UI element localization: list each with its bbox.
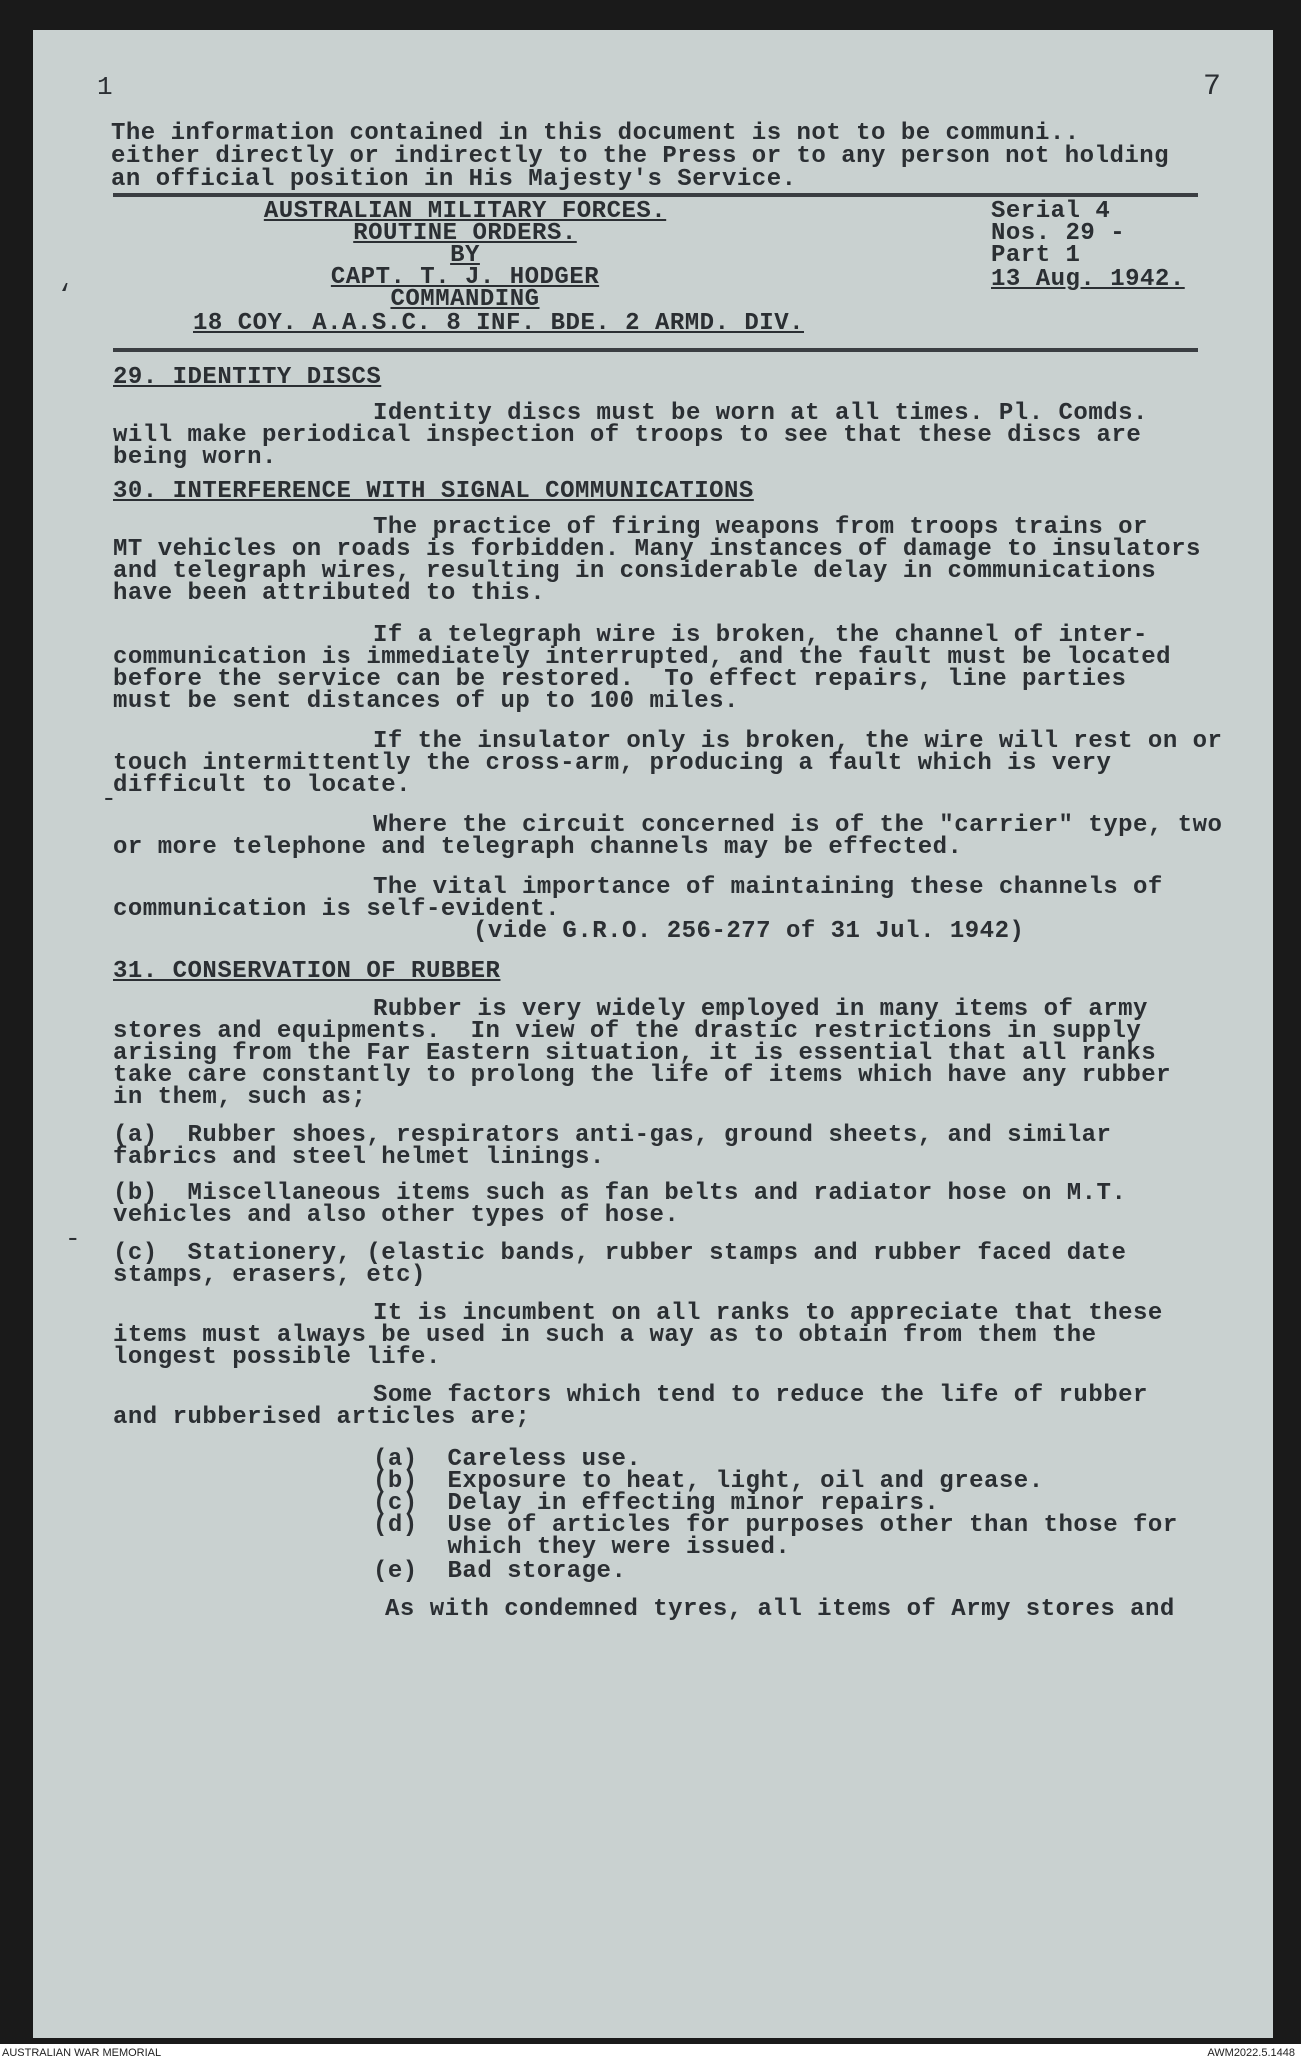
- security-warning-line: an official position in His Majesty's Service.: [111, 166, 797, 193]
- paragraph-line: touch intermittently the cross-arm, producing a fault which is very: [113, 750, 1112, 777]
- paragraph-line: stores and equipments. In view of the drastic restrictions in supply: [113, 1018, 1142, 1045]
- paragraph-line: take care constantly to prolong the life of items which have any rubber: [113, 1062, 1172, 1089]
- list-item: fabrics and steel helmet linings.: [113, 1144, 605, 1171]
- org-title: AUSTRALIAN MILITARY FORCES.: [263, 198, 667, 225]
- header-rule: [113, 193, 1198, 197]
- paragraph-line: items must always be used in such a way as to obtain from them the: [113, 1322, 1097, 1349]
- section-heading-31: 31. CONSERVATION OF RUBBER: [113, 958, 501, 985]
- commanding-line: COMMANDING: [390, 286, 540, 313]
- paragraph-line: have been attributed to this.: [113, 580, 546, 607]
- factor-item: (a) Careless use.: [373, 1446, 642, 1473]
- paragraph-line: must be sent distances of up to 100 miles.: [113, 688, 739, 715]
- margin-mark: ‘: [57, 280, 73, 310]
- footer-accession: AWM2022.5.1448: [1207, 2047, 1295, 2059]
- page-mark-left: 1: [97, 72, 113, 102]
- document-page: [33, 30, 1273, 2038]
- paragraph-line: Where the circuit concerned is of the "carrier" type, two: [373, 812, 1223, 839]
- factor-item: (c) Delay in effecting minor repairs.: [373, 1490, 940, 1517]
- paragraph-line: The vital importance of maintaining these channels of: [373, 874, 1163, 901]
- list-item: (b) Miscellaneous items such as fan belts and radiator hose on M.T.: [113, 1180, 1127, 1207]
- part-number: Part 1: [991, 242, 1081, 269]
- paragraph-line: As with condemned tyres, all items of Army stores and: [385, 1596, 1175, 1623]
- section-heading-29: 29. IDENTITY DISCS: [113, 364, 382, 391]
- margin-mark: -: [101, 784, 117, 814]
- paragraph-line: The practice of firing weapons from troops trains or: [373, 514, 1148, 541]
- paragraph-line: Identity discs must be worn at all times. Pl. Comds.: [373, 400, 1148, 427]
- list-item: (c) Stationery, (elastic bands, rubber stamps and rubber faced date: [113, 1240, 1127, 1267]
- paragraph-line: and rubberised articles are;: [113, 1404, 531, 1431]
- margin-mark: -: [65, 1224, 81, 1254]
- unit-line: 18 COY. A.A.S.C. 8 INF. BDE. 2 ARMD. DIV.: [193, 310, 804, 337]
- list-item: (a) Rubber shoes, respirators anti-gas, ground sheets, and similar: [113, 1122, 1112, 1149]
- paragraph-line: If a telegraph wire is broken, the channel of inter-: [373, 622, 1148, 649]
- paragraph-line: communication is immediately interrupted, and the fault must be located: [113, 644, 1172, 671]
- commander-name: CAPT. T. J. HODGER: [330, 264, 600, 291]
- paragraph-line: in them, such as;: [113, 1084, 367, 1111]
- paragraph-line: and telegraph wires, resulting in considerable delay in communications: [113, 558, 1157, 585]
- orders-title: ROUTINE ORDERS.: [353, 220, 577, 247]
- page-number-mark: 7: [1203, 70, 1222, 104]
- header-rule: [113, 348, 1198, 352]
- paragraph-line: It is incumbent on all ranks to appreciate that these: [373, 1300, 1163, 1327]
- paragraph-line: longest possible life.: [113, 1344, 441, 1371]
- paragraph-line: If the insulator only is broken, the wire will rest on or: [373, 728, 1223, 755]
- footer-credit: AUSTRALIAN WAR MEMORIAL: [2, 2047, 162, 2059]
- list-item: vehicles and also other types of hose.: [113, 1202, 680, 1229]
- order-date: 13 Aug. 1942.: [991, 266, 1185, 293]
- by-line: BY: [450, 242, 480, 269]
- factor-item: which they were issued.: [373, 1534, 791, 1561]
- paragraph-line: or more telephone and telegraph channels may be effected.: [113, 834, 963, 861]
- paragraph-line: arising from the Far Eastern situation, it is essential that all ranks: [113, 1040, 1157, 1067]
- paragraph-line: Some factors which tend to reduce the life of rubber: [373, 1382, 1148, 1409]
- paragraph-line: communication is self-evident.: [113, 896, 561, 923]
- order-numbers: Nos. 29 -: [991, 220, 1126, 247]
- paragraph-line: will make periodical inspection of troops to see that these discs are: [113, 422, 1142, 449]
- section-heading-30: 30. INTERFERENCE WITH SIGNAL COMMUNICATIONS: [113, 478, 754, 505]
- list-item: stamps, erasers, etc): [113, 1262, 426, 1289]
- paragraph-line: being worn.: [113, 444, 277, 471]
- paragraph-line: Rubber is very widely employed in many items of army: [373, 996, 1148, 1023]
- paragraph-line: before the service can be restored. To effect repairs, line parties: [113, 666, 1127, 693]
- security-warning-line: either directly or indirectly to the Press or to any person not holding: [111, 143, 1170, 170]
- reference-line: (vide G.R.O. 256-277 of 31 Jul. 1942): [473, 918, 1025, 945]
- factor-item: (d) Use of articles for purposes other than those for: [373, 1512, 1178, 1539]
- paragraph-line: MT vehicles on roads is forbidden. Many instances of damage to insulators: [113, 536, 1201, 563]
- factor-item: (b) Exposure to heat, light, oil and grease.: [373, 1468, 1044, 1495]
- factor-item: (e) Bad storage.: [373, 1558, 627, 1585]
- serial-number: Serial 4: [991, 198, 1111, 225]
- security-warning-line: The information contained in this document is not to be communi..: [111, 120, 1080, 147]
- paragraph-line: difficult to locate.: [113, 772, 412, 799]
